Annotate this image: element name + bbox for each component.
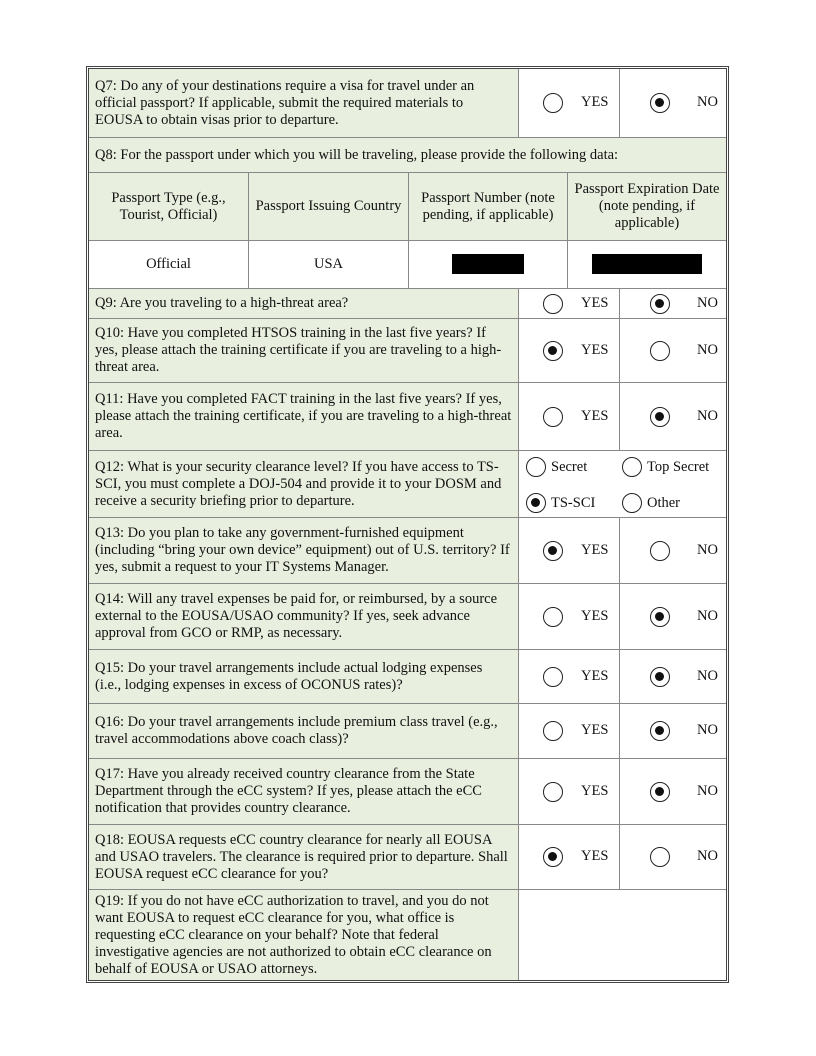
question-row-q12 bbox=[89, 451, 726, 518]
no-option[interactable] bbox=[620, 825, 726, 889]
question-row-q19 bbox=[89, 890, 726, 980]
question-text: Q10: Have you completed HTSOS training in the last five years? If yes, please attach the training certificate if you are traveling to a high-threat area. bbox=[89, 319, 519, 382]
redaction-bar: [redacted] bbox=[592, 254, 702, 274]
no-label: NO bbox=[697, 722, 718, 738]
expiration-date-value[interactable] bbox=[568, 241, 726, 288]
question-text: Q18: EOUSA requests eCC country clearance for nearly all EOUSA and USAO travelers. The clearance is required prior to departure. Shall EOUSA request eCC clearance for you? bbox=[89, 825, 519, 889]
question-text: Q12: What is your security clearance level? If you have access to TS-SCI, you must complete a DOJ-504 and provide it to your DOSM and receive a security briefing prior to departure. bbox=[89, 451, 519, 517]
question-row-q8 bbox=[89, 138, 726, 173]
no-option[interactable] bbox=[620, 289, 726, 318]
question-text: Q16: Do your travel arrangements include premium class travel (e.g., travel accommodations above coach class)? bbox=[89, 704, 519, 758]
question-row-q17 bbox=[89, 759, 726, 825]
no-option[interactable] bbox=[620, 759, 726, 824]
radio-icon[interactable] bbox=[650, 541, 670, 561]
yes-label: YES bbox=[581, 341, 609, 358]
issuing-country-value[interactable]: USA bbox=[249, 241, 409, 288]
header-expiration-date: Passport Expiration Date (note pending, if applicable) bbox=[568, 173, 726, 240]
yes-option[interactable] bbox=[519, 319, 620, 382]
question-text: Q19: If you do not have eCC authorization to travel, and you do not want EOUSA to request eCC clearance for you, what office is requesting eCC clearance on your behalf? Note that federal investigative agencies are not authorized to obtain eCC clearance on behalf of EOUSA or USAO attorneys. bbox=[89, 890, 519, 980]
radio-selected-icon[interactable] bbox=[650, 607, 670, 627]
no-option[interactable] bbox=[620, 69, 726, 137]
yes-label: YES bbox=[581, 294, 609, 311]
no-option[interactable] bbox=[620, 650, 726, 703]
radio-selected-icon[interactable] bbox=[543, 847, 563, 867]
question-row-q7 bbox=[89, 69, 726, 138]
question-row-q18 bbox=[89, 825, 726, 890]
radio-selected-icon[interactable] bbox=[650, 407, 670, 427]
clearance-options bbox=[519, 451, 726, 517]
yes-label: YES bbox=[581, 407, 609, 424]
question-row-q14 bbox=[89, 584, 726, 650]
question-row-q13 bbox=[89, 518, 726, 584]
yes-label: YES bbox=[581, 667, 609, 684]
no-option[interactable] bbox=[620, 584, 726, 649]
no-label: NO bbox=[697, 782, 718, 799]
no-label: NO bbox=[697, 541, 718, 558]
passport-table-row bbox=[89, 241, 726, 289]
question-row-q15 bbox=[89, 650, 726, 704]
yes-label: YES bbox=[581, 541, 609, 558]
no-option[interactable] bbox=[620, 518, 726, 583]
radio-selected-icon[interactable] bbox=[650, 782, 670, 802]
question-text: Q7: Do any of your destinations require a visa for travel under an official passport? If applicable, submit the required materials to EOUSA to obtain visas prior to departure. bbox=[89, 69, 519, 137]
question-text: Q15: Do your travel arrangements include actual lodging expenses (i.e., lodging expenses in excess of OCONUS rates)? bbox=[89, 650, 519, 703]
radio-icon[interactable] bbox=[650, 341, 670, 361]
question-row-q9 bbox=[89, 289, 726, 319]
radio-selected-icon[interactable] bbox=[650, 721, 670, 741]
radio-selected-icon[interactable] bbox=[650, 93, 670, 113]
requesting-office-field[interactable] bbox=[519, 890, 726, 980]
header-passport-type: Passport Type (e.g., Tourist, Official) bbox=[89, 173, 249, 240]
question-text: Q8: For the passport under which you will be traveling, please provide the following data: bbox=[89, 138, 726, 172]
no-label: NO bbox=[697, 607, 718, 624]
yes-label: YES bbox=[581, 848, 609, 864]
radio-selected-icon-ts-sci[interactable] bbox=[526, 493, 546, 513]
question-row-q11 bbox=[89, 383, 726, 451]
yes-label: YES bbox=[581, 607, 609, 624]
passport-number-value[interactable] bbox=[409, 241, 568, 288]
question-text: Q11: Have you completed FACT training in the last five years? If yes, please attach the training certificate, if you are traveling to a high-threat area. bbox=[89, 383, 519, 450]
yes-option[interactable] bbox=[519, 518, 620, 583]
header-issuing-country: Passport Issuing Country bbox=[249, 173, 409, 240]
yes-option[interactable] bbox=[519, 383, 620, 450]
redaction-bar: [redacted] bbox=[452, 254, 524, 274]
radio-icon[interactable] bbox=[543, 782, 563, 802]
no-label: NO bbox=[697, 667, 718, 684]
question-text: Q13: Do you plan to take any government-furnished equipment (including “bring your own device” equipment) out of U.S. territory? If yes, submit a request to your IT Systems Manager. bbox=[89, 518, 519, 583]
yes-option[interactable] bbox=[519, 289, 620, 318]
option-secret[interactable]: Secret bbox=[551, 459, 588, 475]
yes-option[interactable] bbox=[519, 584, 620, 649]
no-label: NO bbox=[697, 848, 718, 864]
travel-questionnaire-form bbox=[86, 66, 729, 983]
question-text: Q17: Have you already received country clearance from the State Department through the eCC system? If yes, please attach the eCC notification that provides country clearance. bbox=[89, 759, 519, 824]
radio-icon[interactable] bbox=[543, 93, 563, 113]
passport-type-value[interactable]: Official bbox=[89, 241, 249, 288]
yes-option[interactable] bbox=[519, 825, 620, 889]
option-top-secret[interactable]: Top Secret bbox=[647, 459, 710, 475]
yes-option[interactable] bbox=[519, 650, 620, 703]
no-label: NO bbox=[697, 407, 718, 424]
radio-icon-secret[interactable] bbox=[526, 457, 546, 477]
question-row-q16 bbox=[89, 704, 726, 759]
radio-selected-icon[interactable] bbox=[650, 667, 670, 687]
radio-selected-icon[interactable] bbox=[543, 341, 563, 361]
yes-label: YES bbox=[581, 722, 609, 738]
radio-icon[interactable] bbox=[543, 294, 563, 314]
yes-option[interactable] bbox=[519, 69, 620, 137]
radio-selected-icon[interactable] bbox=[650, 294, 670, 314]
no-option[interactable] bbox=[620, 383, 726, 450]
yes-label: YES bbox=[581, 782, 609, 799]
radio-icon-top-secret[interactable] bbox=[622, 457, 642, 477]
radio-icon-other[interactable] bbox=[622, 493, 642, 513]
radio-icon[interactable] bbox=[543, 607, 563, 627]
no-label: NO bbox=[697, 94, 718, 110]
header-passport-number: Passport Number (note pending, if applicable) bbox=[409, 173, 568, 240]
question-text: Q14: Will any travel expenses be paid for, or reimbursed, by a source external to the EOUSA/USAO community? If yes, seek advance approval from GCO or RMP, as necessary. bbox=[89, 584, 519, 649]
no-option[interactable] bbox=[620, 704, 726, 758]
radio-icon[interactable] bbox=[650, 847, 670, 867]
yes-label: YES bbox=[581, 94, 609, 110]
no-option[interactable] bbox=[620, 319, 726, 382]
yes-option[interactable] bbox=[519, 759, 620, 824]
radio-icon[interactable] bbox=[543, 667, 563, 687]
question-row-q10 bbox=[89, 319, 726, 383]
radio-icon[interactable] bbox=[543, 407, 563, 427]
radio-icon[interactable] bbox=[543, 721, 563, 741]
option-other[interactable]: Other bbox=[647, 495, 681, 511]
no-label: NO bbox=[697, 341, 718, 358]
question-text: Q9: Are you traveling to a high-threat area? bbox=[89, 289, 519, 318]
no-label: NO bbox=[697, 294, 718, 311]
radio-selected-icon[interactable] bbox=[543, 541, 563, 561]
passport-table-header bbox=[89, 173, 726, 241]
yes-option[interactable] bbox=[519, 704, 620, 758]
option-ts-sci[interactable]: TS-SCI bbox=[551, 495, 596, 511]
